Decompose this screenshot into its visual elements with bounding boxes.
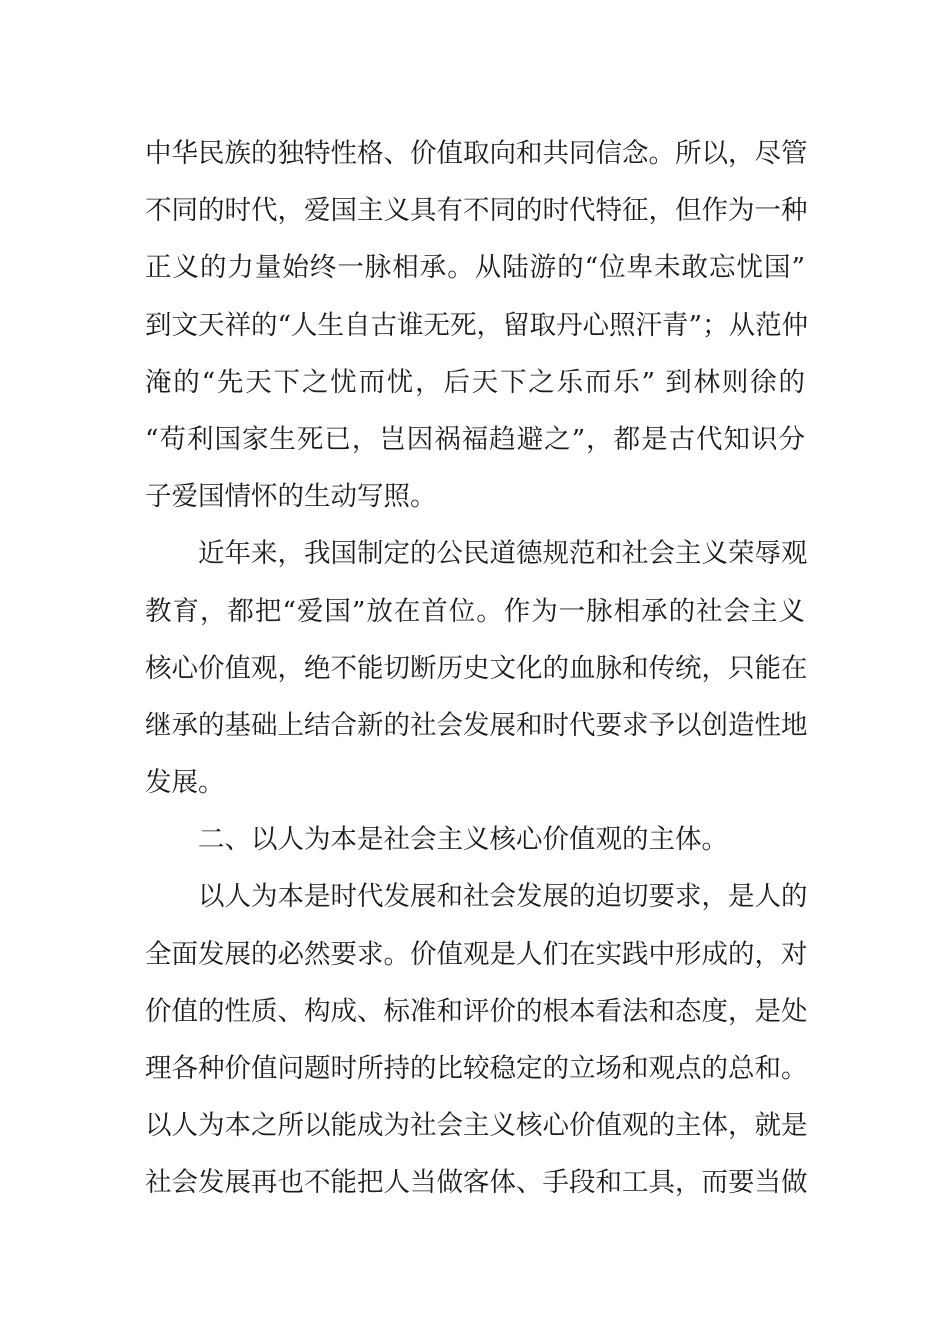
paragraph-2-line-4: 继承的基础上结合新的社会发展和时代要求予以创造性地 — [145, 709, 808, 741]
paragraph-1-line-7: 子爱国情怀的生动写照。 — [145, 481, 437, 513]
document-body — [145, 125, 809, 1212]
paragraph-3-line-1: 以人为本是时代发展和社会发展的迫切要求，是人的 — [198, 881, 808, 913]
paragraph-1-line-5: 淹的“先天下之忧而忧，后天下之乐而乐” 到林则徐的 — [145, 366, 805, 398]
section-heading: 二、以人为本是社会主义核心价值观的主体。 — [198, 824, 728, 856]
paragraph-1-line-1: 中华民族的独特性格、价值取向和共同信念。所以，尽管 — [145, 138, 808, 169]
paragraph-2-line-1: 近年来，我国制定的公民道德规范和社会主义荣辱观 — [198, 538, 808, 570]
paragraph-1-line-3: 正义的力量始终一脉相承。从陆游的“位卑未敢忘忧国” — [145, 252, 805, 284]
paragraph-3-line-4: 理各种价值问题时所持的比较稳定的立场和观点的总和。 — [145, 1053, 808, 1084]
paragraph-2-line-5: 发展。 — [145, 767, 225, 799]
paragraph-1-line-2: 不同的时代，爱国主义具有不同的时代特征，但作为一种 — [145, 195, 808, 227]
paragraph-1-line-4: 到文天祥的“人生自古谁无死，留取丹心照汗青”；从范仲 — [145, 309, 809, 341]
paragraph-1-line-6: “苟利国家生死已，岂因祸福趋避之”，都是古代知识分 — [145, 423, 805, 455]
paragraph-3-line-3: 价值的性质、构成、标准和评价的根本看法和态度，是处 — [145, 995, 808, 1027]
paragraph-2-line-2: 教育，都把“爱国”放在首位。作为一脉相承的社会主义 — [145, 595, 805, 627]
paragraph-3-line-6: 社会发展再也不能把人当做客体、手段和工具，而要当做 — [145, 1167, 808, 1199]
paragraph-2-line-3: 核心价值观，绝不能切断历史文化的血脉和传统，只能在 — [145, 652, 808, 684]
paragraph-3-line-2: 全面发展的必然要求。价值观是人们在实践中形成的，对 — [145, 938, 808, 970]
paragraph-3-line-5: 以人为本之所以能成为社会主义核心价值观的主体，就是 — [145, 1110, 808, 1142]
